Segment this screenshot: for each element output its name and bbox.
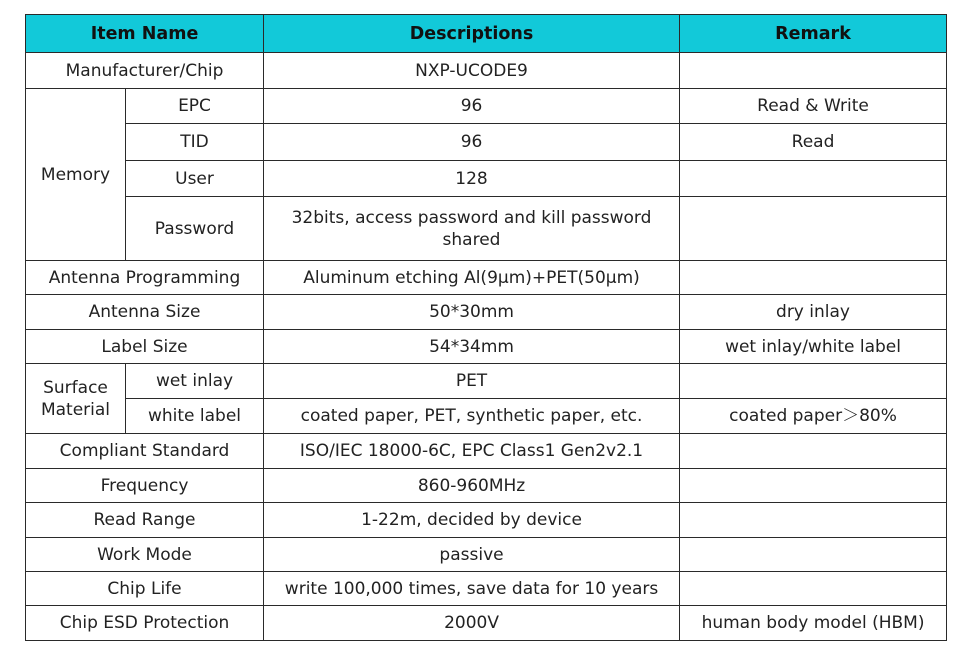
sub-row-label: EPC	[126, 89, 264, 124]
row-remark	[680, 469, 947, 503]
row-remark	[680, 364, 947, 399]
row-value: 860-960MHz	[264, 469, 680, 503]
row-value: 2000V	[264, 606, 680, 641]
row-label: Chip ESD Protection	[26, 606, 264, 641]
row-value: coated paper, PET, synthetic paper, etc.	[264, 399, 680, 434]
table-row	[26, 434, 947, 469]
surface-material-label	[26, 364, 126, 434]
row-remark: dry inlay	[680, 295, 947, 330]
row-value: write 100,000 times, save data for 10 years	[264, 572, 680, 606]
header-item-name: Item Name	[26, 15, 264, 53]
header-descriptions: Descriptions	[264, 15, 680, 53]
row-remark: human body model (HBM)	[680, 606, 947, 641]
sub-row-label: wet inlay	[126, 364, 264, 399]
row-label: Antenna Programming	[26, 261, 264, 295]
sub-row-label: TID	[126, 124, 264, 161]
row-remark	[680, 572, 947, 606]
row-value: 96	[264, 124, 680, 161]
row-remark	[680, 538, 947, 572]
row-remark	[680, 261, 947, 295]
header-row	[26, 15, 947, 53]
table-row	[26, 161, 947, 197]
row-value: passive	[264, 538, 680, 572]
row-value: PET	[264, 364, 680, 399]
sub-row-label: white label	[126, 399, 264, 434]
row-value: ISO/IEC 18000-6C, EPC Class1 Gen2v2.1	[264, 434, 680, 469]
row-label: Chip Life	[26, 572, 264, 606]
memory-label: Memory	[26, 89, 126, 261]
row-label: Compliant Standard	[26, 434, 264, 469]
row-value: 32bits, access password and kill password shared	[264, 197, 680, 261]
spec-table	[25, 14, 947, 641]
table-row	[26, 330, 947, 364]
table-row	[26, 197, 947, 261]
table-row	[26, 538, 947, 572]
row-remark	[680, 197, 947, 261]
spec-table-container	[25, 14, 947, 641]
row-remark	[680, 434, 947, 469]
row-remark: coated paper＞80%	[680, 399, 947, 434]
row-value: Aluminum etching Al(9μm)+PET(50μm)	[264, 261, 680, 295]
row-label: Read Range	[26, 503, 264, 538]
row-remark: wet inlay/white label	[680, 330, 947, 364]
row-label: Work Mode	[26, 538, 264, 572]
table-row	[26, 295, 947, 330]
row-remark	[680, 53, 947, 89]
table-row	[26, 469, 947, 503]
row-value: 1-22m, decided by device	[264, 503, 680, 538]
table-row	[26, 124, 947, 161]
table-row	[26, 53, 947, 89]
row-value: 50*30mm	[264, 295, 680, 330]
row-label: Antenna Size	[26, 295, 264, 330]
sub-row-label: User	[126, 161, 264, 197]
table-row	[26, 572, 947, 606]
table-row	[26, 261, 947, 295]
table-row	[26, 606, 947, 641]
surface-label-line2: Material	[40, 399, 111, 420]
row-label: Manufacturer/Chip	[26, 53, 264, 89]
table-row	[26, 89, 947, 124]
table-row	[26, 503, 947, 538]
row-remark: Read	[680, 124, 947, 161]
row-value: 54*34mm	[264, 330, 680, 364]
row-remark	[680, 161, 947, 197]
row-remark: Read & Write	[680, 89, 947, 124]
row-value: 128	[264, 161, 680, 197]
table-row	[26, 399, 947, 434]
row-value: 96	[264, 89, 680, 124]
row-label: Frequency	[26, 469, 264, 503]
header-remark: Remark	[680, 15, 947, 53]
surface-label-line1: Surface	[43, 377, 108, 398]
sub-row-label: Password	[126, 197, 264, 261]
row-remark	[680, 503, 947, 538]
row-value: NXP-UCODE9	[264, 53, 680, 89]
row-label: Label Size	[26, 330, 264, 364]
table-row	[26, 364, 947, 399]
